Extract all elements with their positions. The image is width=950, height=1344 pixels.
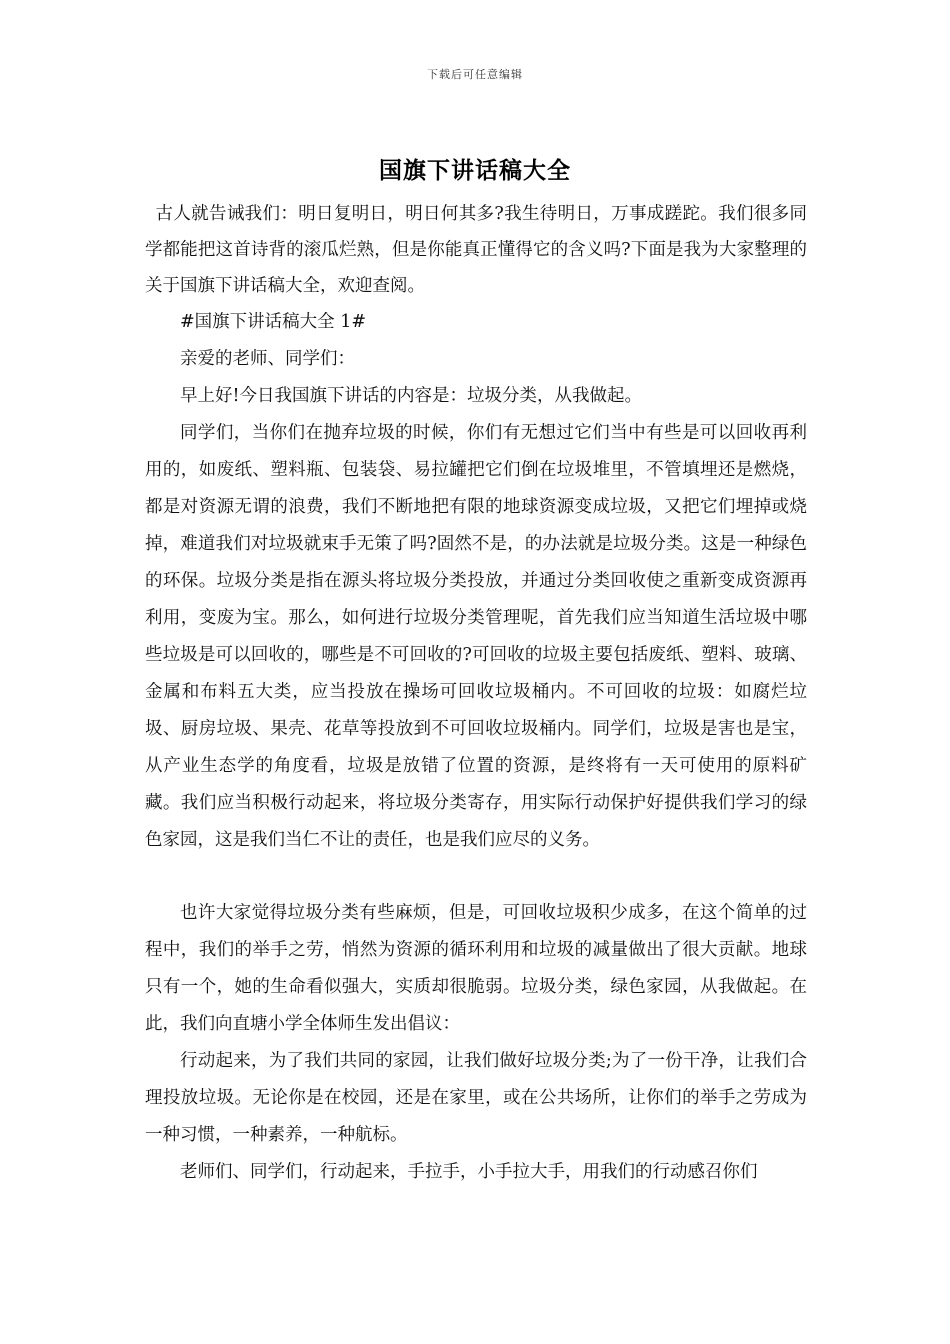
greeting-paragraph: 早上好!今日我国旗下讲话的内容是：垃圾分类，从我做起。 [180, 386, 643, 406]
body-paragraph: 同学们，当你们在抛弃垃圾的时候，你们有无想过它们当中有些是可以回收再利用的，如废纸、塑料瓶、包装袋、易拉罐把它们倒在垃圾堆里，不管填埋还是燃烧，都是对资源无谓的浪费，我们不断地把有限的地球资源变成垃圾，又把它们埋掉或烧掉，难道我们对垃圾就束手无策了吗?固然不是，的办法就是垃圾分类。这是一种绿色的环保。垃圾分类是指在源头将垃圾分类投放，并通过分类回收使之重新变成资源再利用，变废为宝。那么，如何进行垃圾分类管理呢，首先我们应当知道生活垃圾中哪些垃圾是可以回收的，哪些是不可回收的?可回收的垃圾主要包括废纸、塑料、玻璃、金属和布料五大类，应当投放在操场可回收垃圾桶内。不可回收的垃圾：如腐烂垃圾、厨房垃圾、果壳、花草等投放到不可回收垃圾桶内。同学们，垃圾是害也是宝，从产业生态学的角度看，垃圾是放错了位置的资源，是终将有一天可使用的原料矿藏。我们应当积极行动起来，将垃圾分类寄存，用实际行动保护好提供我们学习的绿色家园，这是我们当仁不让的责任，也是我们应尽的义务。 [145, 423, 807, 850]
header-note: 下载后可任意编辑 [427, 68, 523, 81]
intro-paragraph: 古人就告诫我们：明日复明日，明日何其多?我生待明日，万事成蹉跎。我们很多同学都能把这首诗背的滚瓜烂熟，但是你能真正懂得它的含义吗?下面是我为大家整理的关于国旗下讲话稿大全，欢迎查阅。 [145, 204, 807, 296]
document-body [145, 196, 807, 1191]
body-paragraph: 老师们、同学们，行动起来，手拉手，小手拉大手，用我们的行动感召你们 [180, 1162, 758, 1182]
paragraph-gap [145, 859, 807, 895]
body-paragraph: 也许大家觉得垃圾分类有些麻烦，但是，可回收垃圾积少成多，在这个简单的过程中，我们的举手之劳，悄然为资源的循环利用和垃圾的减量做出了很大贡献。地球只有一个，她的生命看似强大，实质却很脆弱。垃圾分类，绿色家园，从我做起。在此，我们向直塘小学全体师生发出倡议： [145, 903, 807, 1034]
document-title: 国旗下讲话稿大全 [379, 157, 571, 184]
salutation-paragraph: 亲爱的老师、同学们： [180, 349, 355, 369]
body-paragraph: 行动起来，为了我们共同的家园，让我们做好垃圾分类;为了一份干净，让我们合理投放垃圾。无论你是在校园，还是在家里，或在公共场所，让你们的举手之劳成为一种习惯，一种素养，一种航标。 [145, 1051, 807, 1145]
section-heading: #国旗下讲话稿大全 1# [180, 312, 367, 332]
